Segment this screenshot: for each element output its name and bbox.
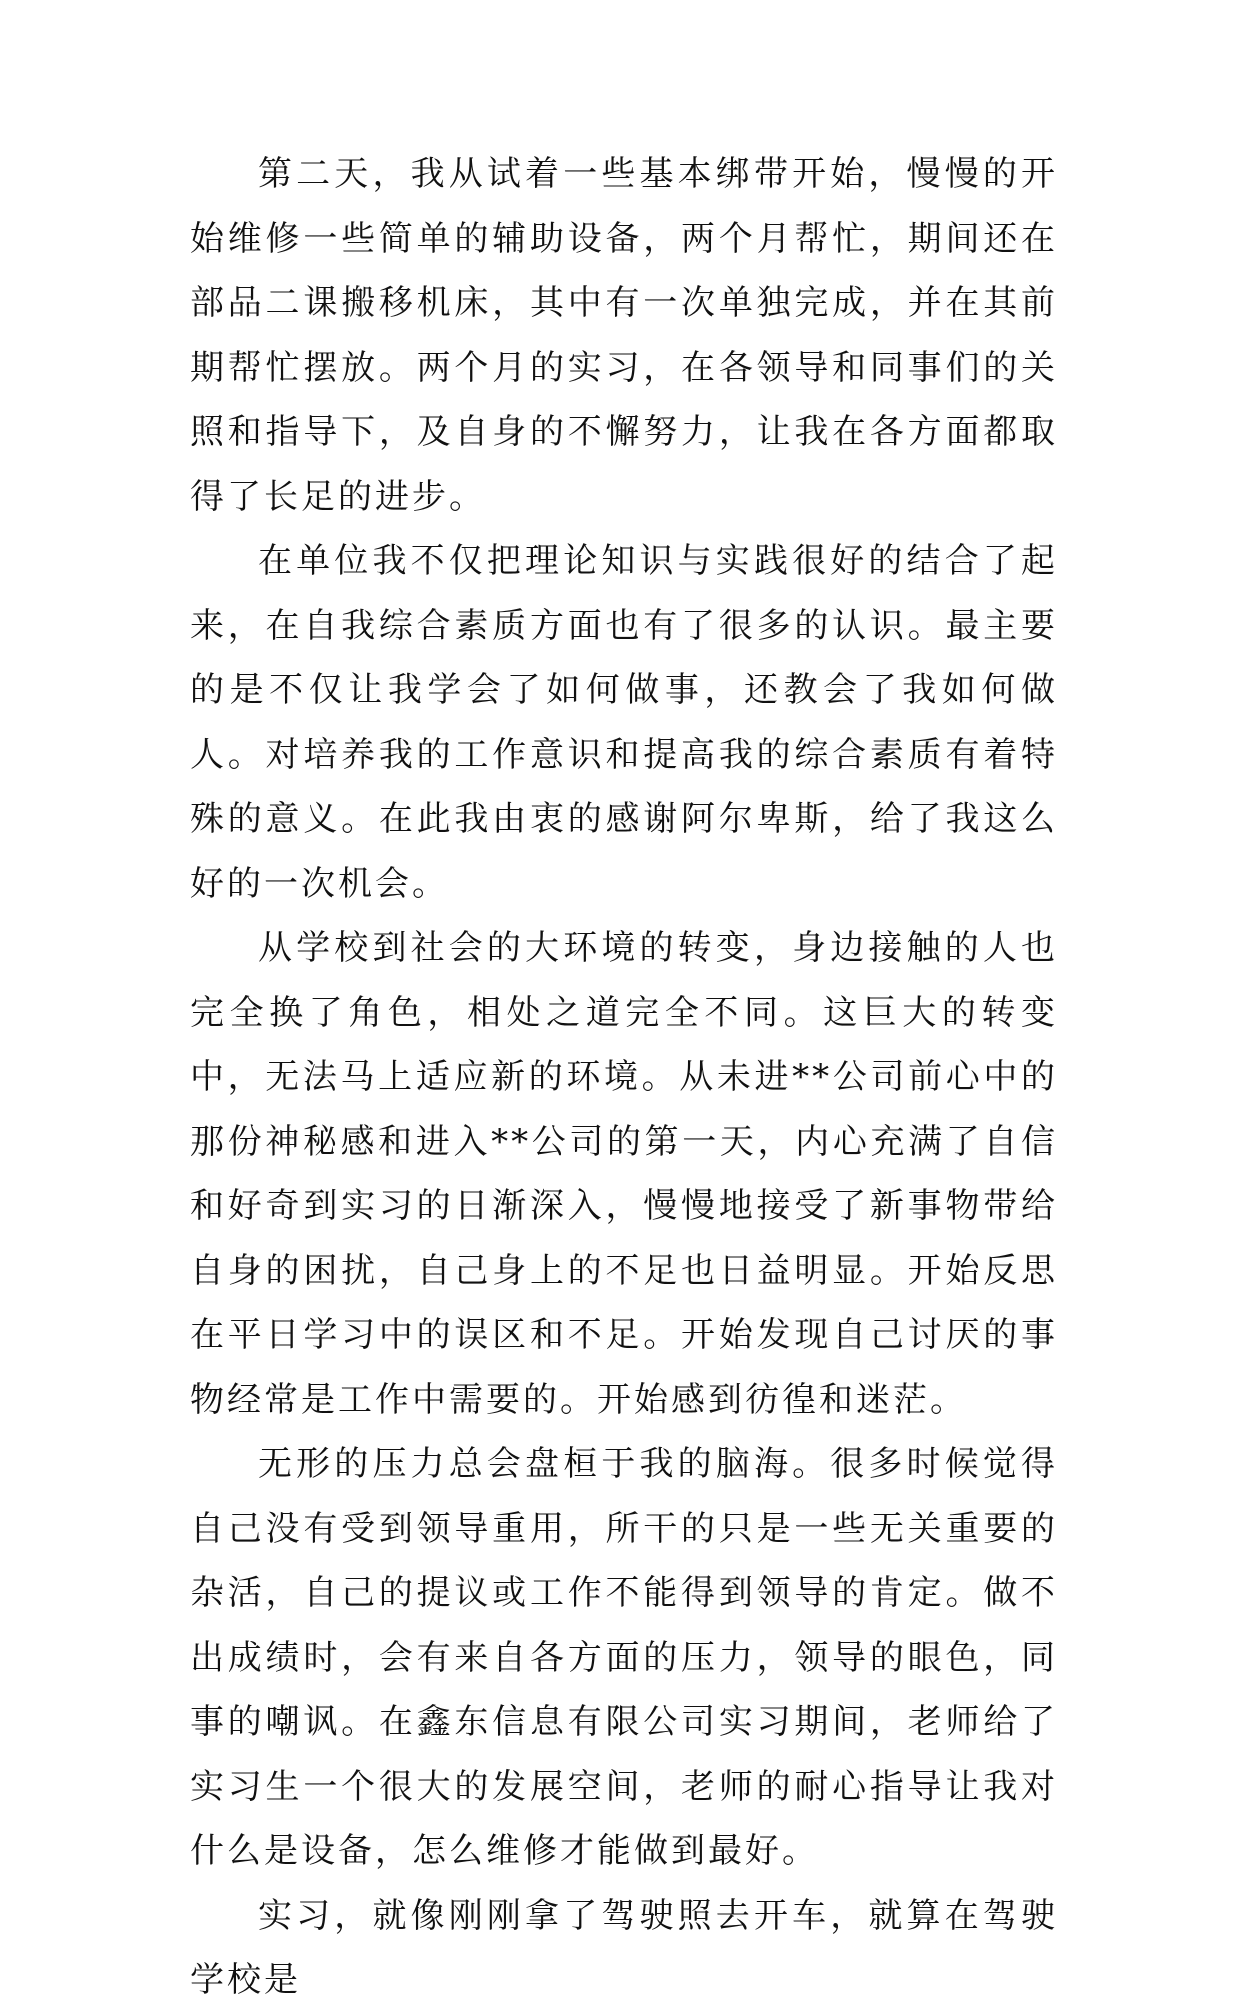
paragraph-5: 实习，就像刚刚拿了驾驶照去开车，就算在驾驶学校是 (190, 1895, 1058, 2000)
paragraph-1: 第二天，我从试着一些基本绑带开始，慢慢的开始维修一些简单的辅助设备，两个月帮忙，期间还在部品二课搬移机床，其中有一次单独完成，并在其前期帮忙摆放。两个月的实习，在各领导和同事们的关照和指导下，及自身的不懈努力，让我在各方面都取得了长足的进步。 (190, 154, 1058, 517)
paragraph-4: 无形的压力总会盘桓于我的脑海。很多时候觉得自己没有受到领导重用，所干的只是一些无关重要的杂活，自己的提议或工作不能得到领导的肯定。做不出成绩时，会有来自各方面的压力，领导的眼色，同事的嘲讽。在鑫东信息有限公司实习期间，老师给了实习生一个很大的发展空间，老师的耐心指导让我对什么是设备，怎么维修才能做到最好。 (190, 1444, 1058, 1871)
document-page (190, 142, 1058, 2013)
paragraph-2: 在单位我不仅把理论知识与实践很好的结合了起来，在自我综合素质方面也有了很多的认识。最主要的是不仅让我学会了如何做事，还教会了我如何做人。对培养我的工作意识和提高我的综合素质有着特殊的意义。在此我由衷的感谢阿尔卑斯，给了我这么好的一次机会。 (190, 541, 1058, 904)
paragraph-3: 从学校到社会的大环境的转变，身边接触的人也完全换了角色，相处之道完全不同。这巨大的转变中，无法马上适应新的环境。从未进**公司前心中的那份神秘感和进入**公司的第一天，内心充满了自信和好奇到实习的日渐深入，慢慢地接受了新事物带给自身的困扰，自己身上的不足也日益明显。开始反思在平日学习中的误区和不足。开始发现自己讨厌的事物经常是工作中需要的。开始感到彷徨和迷茫。 (190, 928, 1058, 1420)
